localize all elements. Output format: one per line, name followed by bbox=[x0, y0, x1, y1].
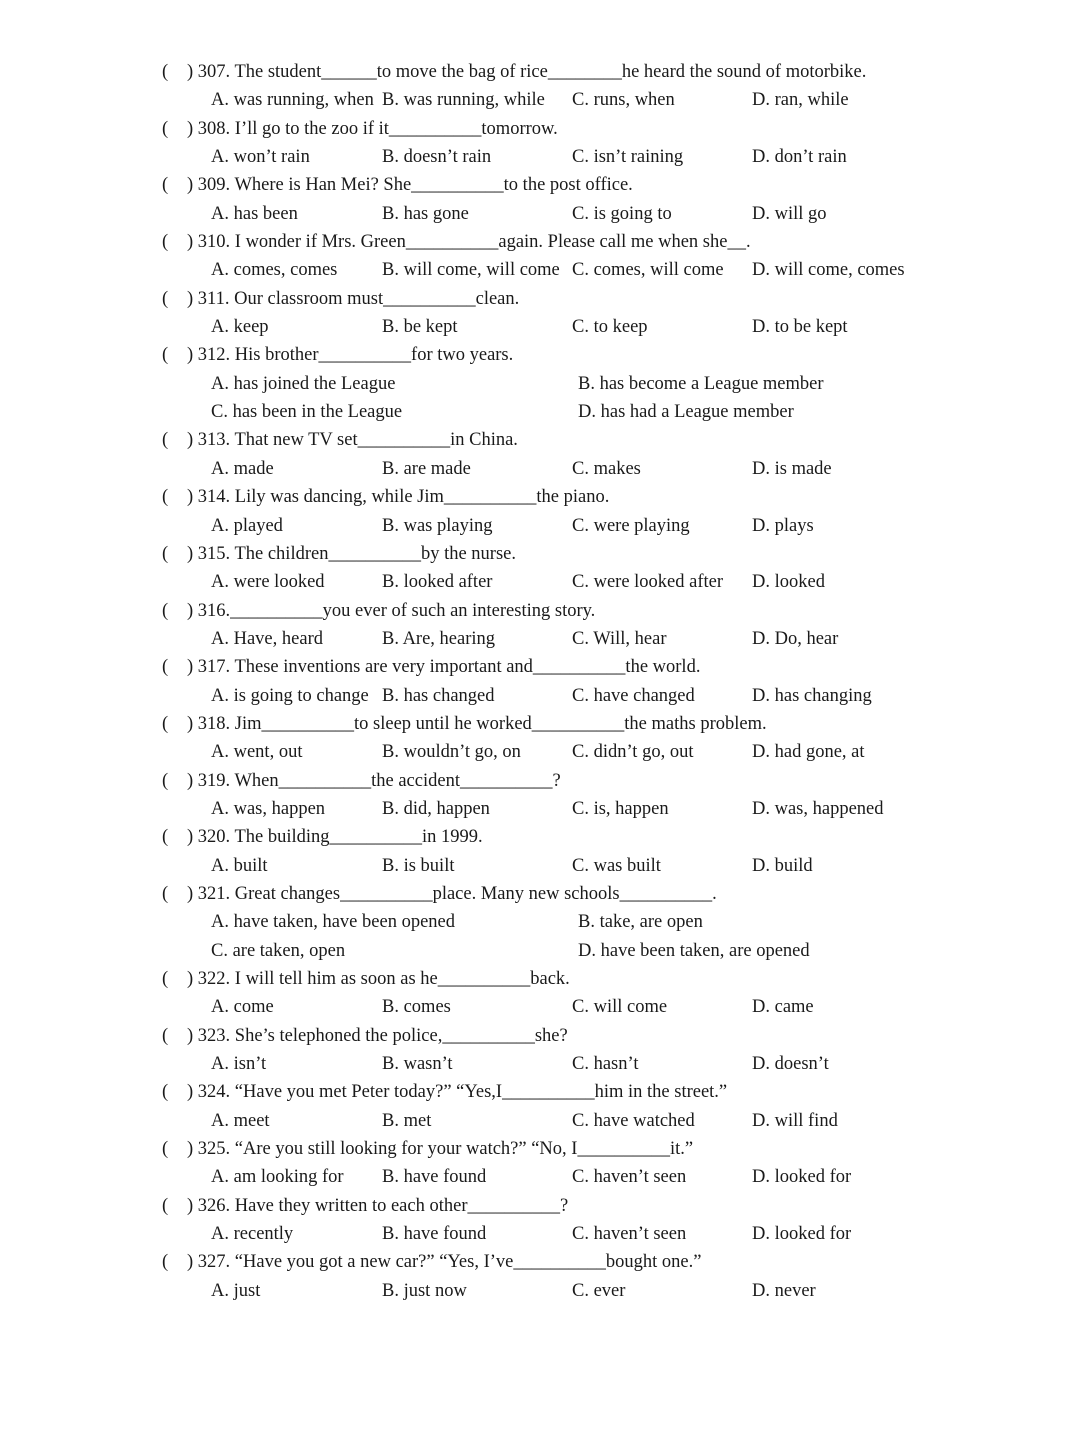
answer-paren: ( bbox=[162, 543, 169, 564]
question-stem-line bbox=[0, 540, 1080, 568]
answer-option: A. built bbox=[211, 855, 268, 876]
option-row bbox=[0, 398, 1080, 426]
question-stem-line bbox=[0, 880, 1080, 908]
answer-option: D. has changing bbox=[752, 685, 872, 706]
answer-option: A. went, out bbox=[211, 742, 303, 763]
answer-option: D. looked for bbox=[752, 1167, 852, 1188]
answer-option: D. Do, hear bbox=[752, 628, 839, 649]
answer-option: D. will find bbox=[752, 1110, 838, 1131]
answer-option: C. has been in the League bbox=[211, 402, 403, 423]
question-stem: ) 317. These inventions are very important and__________the world. bbox=[187, 657, 701, 678]
question-stem: ) 323. She’s telephoned the police,__________she? bbox=[187, 1025, 568, 1046]
answer-option: D. will go bbox=[752, 203, 827, 224]
answer-option: D. build bbox=[752, 855, 813, 876]
answer-paren: ( bbox=[162, 232, 169, 253]
answer-paren: ( bbox=[162, 430, 169, 451]
answer-option: C. ever bbox=[572, 1280, 626, 1301]
answer-option: D. has had a League member bbox=[578, 402, 794, 423]
answer-option: C. hasn’t bbox=[572, 1054, 639, 1075]
answer-option: A. am looking for bbox=[211, 1167, 344, 1188]
option-row bbox=[0, 1163, 1080, 1191]
answer-option: B. looked after bbox=[382, 572, 493, 593]
answer-option: C. were looked after bbox=[572, 572, 724, 593]
answer-option: A. was, happen bbox=[211, 798, 326, 819]
answer-option: A. won’t rain bbox=[211, 147, 310, 168]
answer-paren: ( bbox=[162, 1195, 169, 1216]
question-stem-line bbox=[0, 1135, 1080, 1163]
answer-paren: ( bbox=[162, 883, 169, 904]
question-stem-line bbox=[0, 285, 1080, 313]
answer-paren: ( bbox=[162, 1025, 169, 1046]
question-stem: ) 319. When__________the accident__________? bbox=[187, 770, 561, 791]
answer-option: A. is going to change bbox=[211, 685, 369, 706]
question-stem: ) 312. His brother__________for two years. bbox=[187, 345, 514, 366]
option-row bbox=[0, 1220, 1080, 1248]
question-stem: ) 324. “Have you met Peter today?” “Yes,I__________him in the street.” bbox=[187, 1082, 728, 1103]
question-stem: ) 322. I will tell him as soon as he__________back. bbox=[187, 969, 570, 989]
question-stem: ) 307. The student______to move the bag of rice________he heard the sound of motorbike. bbox=[187, 62, 867, 82]
option-row bbox=[0, 455, 1080, 483]
answer-option: A. was running, when bbox=[211, 90, 374, 111]
question-stem-line bbox=[0, 823, 1080, 851]
question-stem: ) 313. That new TV set__________in China. bbox=[187, 430, 518, 451]
answer-option: D. will come, comes bbox=[752, 260, 905, 281]
option-row bbox=[0, 1277, 1080, 1305]
question-stem-line bbox=[0, 597, 1080, 625]
question-stem: ) 326. Have they written to each other__________? bbox=[187, 1195, 569, 1216]
answer-option: B. doesn’t rain bbox=[382, 147, 492, 168]
answer-option: D. had gone, at bbox=[752, 742, 865, 763]
answer-option: D. looked bbox=[752, 572, 825, 593]
answer-option: A. isn’t bbox=[211, 1054, 267, 1075]
answer-option: C. was built bbox=[572, 855, 661, 876]
question-stem: ) 315. The children__________by the nurse. bbox=[187, 543, 516, 564]
answer-option: B. met bbox=[382, 1110, 432, 1131]
answer-option: C. to keep bbox=[572, 317, 648, 338]
answer-option: C. runs, when bbox=[572, 90, 675, 111]
question-stem-line bbox=[0, 767, 1080, 795]
answer-option: A. have taken, have been opened bbox=[211, 912, 455, 933]
answer-paren: ( bbox=[162, 770, 169, 791]
answer-option: B. are made bbox=[382, 458, 471, 479]
answer-option: C. makes bbox=[572, 458, 641, 479]
answer-option: D. to be kept bbox=[752, 317, 848, 338]
answer-option: A. recently bbox=[211, 1224, 294, 1245]
question-stem-line bbox=[0, 1248, 1080, 1276]
question-stem-line bbox=[0, 228, 1080, 256]
answer-option: D. was, happened bbox=[752, 798, 884, 819]
question-stem: ) 320. The building__________in 1999. bbox=[187, 827, 483, 848]
question-stem: ) 311. Our classroom must__________clean. bbox=[187, 288, 520, 309]
answer-option: C. have watched bbox=[572, 1110, 695, 1131]
answer-option: B. comes bbox=[382, 997, 451, 1018]
answer-option: D. don’t rain bbox=[752, 147, 847, 168]
answer-option: D. doesn’t bbox=[752, 1054, 829, 1075]
answer-option: A. has been bbox=[211, 203, 298, 224]
answer-option: A. meet bbox=[211, 1110, 270, 1131]
question-stem: ) 327. “Have you got a new car?” “Yes, I’ve__________bought one.” bbox=[187, 1252, 702, 1273]
answer-option: C. haven’t seen bbox=[572, 1224, 687, 1245]
answer-option: D. never bbox=[752, 1280, 816, 1301]
question-stem-line bbox=[0, 115, 1080, 143]
option-row bbox=[0, 200, 1080, 228]
answer-paren: ( bbox=[162, 969, 169, 989]
question-stem: ) 308. I’ll go to the zoo if it__________tomorrow. bbox=[187, 118, 558, 139]
answer-paren: ( bbox=[162, 345, 169, 366]
option-row bbox=[0, 512, 1080, 540]
answer-option: A. played bbox=[211, 515, 283, 536]
answer-option: A. just bbox=[211, 1280, 261, 1301]
question-stem: ) 318. Jim__________to sleep until he worked__________the maths problem. bbox=[187, 713, 767, 734]
answer-option: B. is built bbox=[382, 855, 455, 876]
answer-option: A. come bbox=[211, 997, 274, 1018]
answer-paren: ( bbox=[162, 118, 169, 139]
option-row bbox=[0, 370, 1080, 398]
answer-option: B. Are, hearing bbox=[382, 628, 496, 649]
question-stem-line bbox=[0, 483, 1080, 511]
answer-option: B. has become a League member bbox=[578, 373, 824, 394]
answer-option: B. be kept bbox=[382, 317, 458, 338]
question-stem-line bbox=[0, 1192, 1080, 1220]
answer-option: B. will come, will come bbox=[382, 260, 560, 281]
answer-option: B. wasn’t bbox=[382, 1054, 453, 1075]
answer-option: C. will come bbox=[572, 997, 668, 1018]
answer-option: B. did, happen bbox=[382, 798, 490, 819]
question-stem-line bbox=[0, 653, 1080, 681]
answer-paren: ( bbox=[162, 288, 169, 309]
question-stem-line bbox=[0, 965, 1080, 993]
question-stem: ) 309. Where is Han Mei? She__________to the post office. bbox=[187, 175, 633, 196]
answer-option: D. looked for bbox=[752, 1224, 852, 1245]
answer-option: A. made bbox=[211, 458, 274, 479]
answer-option: A. keep bbox=[211, 317, 269, 338]
option-row bbox=[0, 937, 1080, 965]
option-row bbox=[0, 256, 1080, 284]
worksheet bbox=[0, 58, 1080, 1305]
answer-option: C. Will, hear bbox=[572, 628, 667, 649]
option-row bbox=[0, 86, 1080, 114]
option-row bbox=[0, 625, 1080, 653]
answer-paren: ( bbox=[162, 657, 169, 678]
question-stem-line bbox=[0, 171, 1080, 199]
answer-option: B. has gone bbox=[382, 203, 469, 224]
answer-paren: ( bbox=[162, 1139, 169, 1160]
answer-option: B. just now bbox=[382, 1280, 467, 1301]
answer-option: C. haven’t seen bbox=[572, 1167, 687, 1188]
answer-option: D. plays bbox=[752, 515, 814, 536]
option-row bbox=[0, 738, 1080, 766]
answer-option: A. has joined the League bbox=[211, 373, 396, 394]
answer-paren: ( bbox=[162, 713, 169, 734]
question-stem: ) 321. Great changes__________place. Many new schools__________. bbox=[187, 883, 717, 904]
option-row bbox=[0, 1107, 1080, 1135]
answer-option: B. was running, while bbox=[382, 90, 545, 111]
answer-option: B. have found bbox=[382, 1224, 487, 1245]
answer-option: B. was playing bbox=[382, 515, 493, 536]
answer-option: D. is made bbox=[752, 458, 832, 479]
question-stem-line bbox=[0, 58, 1080, 86]
answer-option: C. are taken, open bbox=[211, 940, 346, 961]
question-stem: ) 314. Lily was dancing, while Jim__________the piano. bbox=[187, 487, 610, 508]
question-stem-line bbox=[0, 426, 1080, 454]
option-row bbox=[0, 313, 1080, 341]
answer-option: C. have changed bbox=[572, 685, 695, 706]
answer-option: D. ran, while bbox=[752, 90, 849, 111]
answer-option: C. were playing bbox=[572, 515, 690, 536]
answer-option: C. isn’t raining bbox=[572, 147, 684, 168]
option-row bbox=[0, 852, 1080, 880]
answer-paren: ( bbox=[162, 62, 169, 82]
answer-paren: ( bbox=[162, 175, 169, 196]
question-stem: ) 310. I wonder if Mrs. Green__________again. Please call me when she__. bbox=[187, 232, 751, 253]
question-stem-line bbox=[0, 1078, 1080, 1106]
answer-option: D. came bbox=[752, 997, 814, 1018]
option-row bbox=[0, 568, 1080, 596]
answer-option: D. have been taken, are opened bbox=[578, 940, 810, 961]
answer-option: C. didn’t go, out bbox=[572, 742, 694, 763]
answer-paren: ( bbox=[162, 600, 169, 621]
option-row bbox=[0, 908, 1080, 936]
answer-option: C. is, happen bbox=[572, 798, 669, 819]
question-stem: ) 325. “Are you still looking for your watch?” “No, I__________it.” bbox=[187, 1139, 694, 1160]
answer-option: B. have found bbox=[382, 1167, 487, 1188]
question-stem-line bbox=[0, 1022, 1080, 1050]
answer-option: A. Have, heard bbox=[211, 628, 323, 649]
answer-option: A. comes, comes bbox=[211, 260, 338, 281]
question-stem: ) 316.__________you ever of such an interesting story. bbox=[187, 600, 596, 621]
answer-paren: ( bbox=[162, 487, 169, 508]
option-row bbox=[0, 795, 1080, 823]
answer-option: A. were looked bbox=[211, 572, 325, 593]
option-row bbox=[0, 993, 1080, 1021]
question-stem-line bbox=[0, 341, 1080, 369]
answer-option: B. has changed bbox=[382, 685, 495, 706]
answer-paren: ( bbox=[162, 1082, 169, 1103]
answer-paren: ( bbox=[162, 827, 169, 848]
option-row bbox=[0, 682, 1080, 710]
answer-option: B. wouldn’t go, on bbox=[382, 742, 521, 763]
question-stem-line bbox=[0, 710, 1080, 738]
answer-option: C. comes, will come bbox=[572, 260, 724, 281]
option-row bbox=[0, 1050, 1080, 1078]
answer-paren: ( bbox=[162, 1252, 169, 1273]
answer-option: B. take, are open bbox=[578, 912, 703, 933]
option-row bbox=[0, 143, 1080, 171]
answer-option: C. is going to bbox=[572, 203, 672, 224]
